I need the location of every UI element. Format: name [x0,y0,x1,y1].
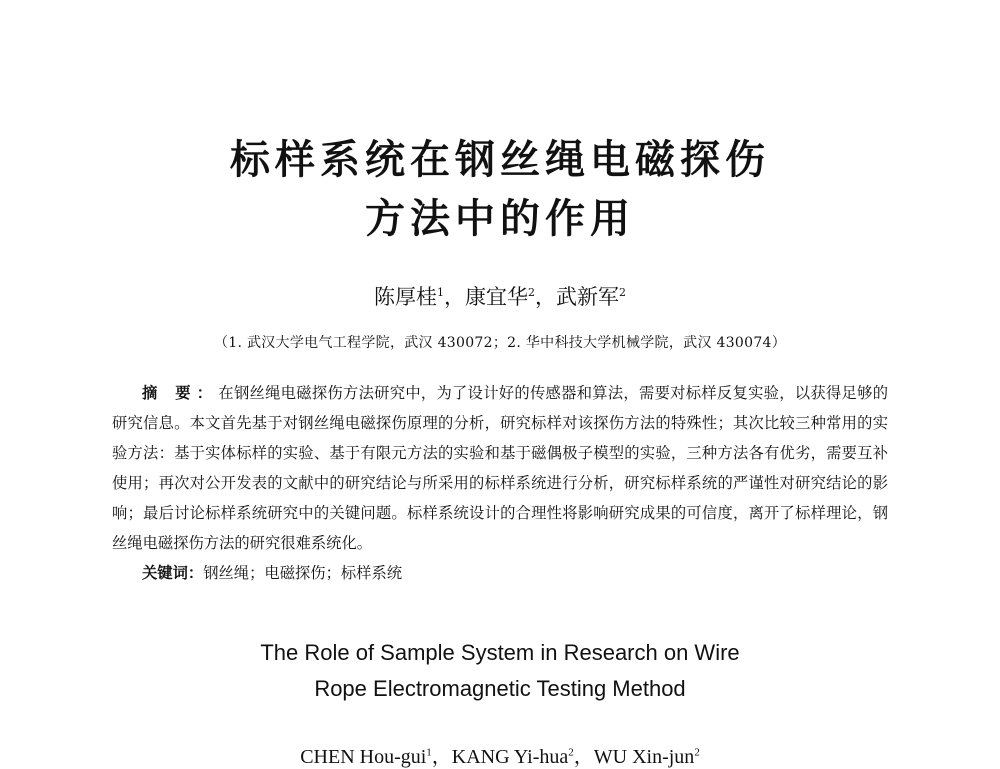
author-sup: 2 [619,286,626,299]
author-sep: ， [444,285,465,309]
author-sep: ， [535,285,556,309]
author-en-sep: ， [431,746,452,768]
abstract-text: 在钢丝绳电磁探伤方法研究中，为了设计好的传感器和算法，需要对标样反复实验，以获得足够的研究信息。本文首先基于对钢丝绳电磁探伤原理的分析，研究标样对该探伤方法的特殊性；其次比较三种常用的实验方法：基于实体标样的实验、基于有限元方法的实验和基于磁偶极子模型的实验，三种方法各有优劣，需要互补使用；再次对公开发表的文献中的研究结论与所采用的标样系统进行分析，研究标样系统的严谨性对研究结论的影响；最后讨论标样系统研究中的关键问题。标样系统设计的合理性将影响研究成果的可信度，离开了标样理论，钢丝绳电磁探伤方法的研究很难系统化。 [112,384,888,552]
abstract-label: 摘 要： [142,384,219,402]
abstract [112,378,888,558]
author-en-sup: 1 [426,746,432,759]
authors-cn [0,281,1000,311]
title-cn-line2: 方法中的作用 [365,196,635,242]
author-sup: 1 [437,286,444,299]
author-en-sup: 2 [694,746,700,759]
title-en-line2: Rope Electromagnetic Testing Method [314,676,686,701]
author-sup: 2 [528,286,535,299]
keywords-label: 关键词： [142,564,204,582]
author-name: 陈厚桂 [374,285,437,309]
keywords-text: 钢丝绳；电磁探伤；标样系统 [203,564,403,582]
authors-en [0,740,1000,769]
author-en-name: CHEN Hou-gui [300,746,427,768]
title-cn-line1: 标样系统在钢丝绳电磁探伤 [230,137,770,183]
author-en-name: WU Xin-jun [593,746,695,768]
keywords [142,561,402,583]
affiliations-cn: （1. 武汉大学电气工程学院，武汉 430072；2. 华中科技大学机械学院，武汉 430074） [213,335,787,351]
author-name: 康宜华 [465,285,528,309]
author-en-sup: 2 [568,746,574,759]
author-name: 武新军 [556,285,619,309]
title-en-line1: The Role of Sample System in Research on Wire [260,640,740,665]
author-en-name: KANG Yi-hua [451,746,569,768]
author-en-sep: ， [573,746,594,768]
